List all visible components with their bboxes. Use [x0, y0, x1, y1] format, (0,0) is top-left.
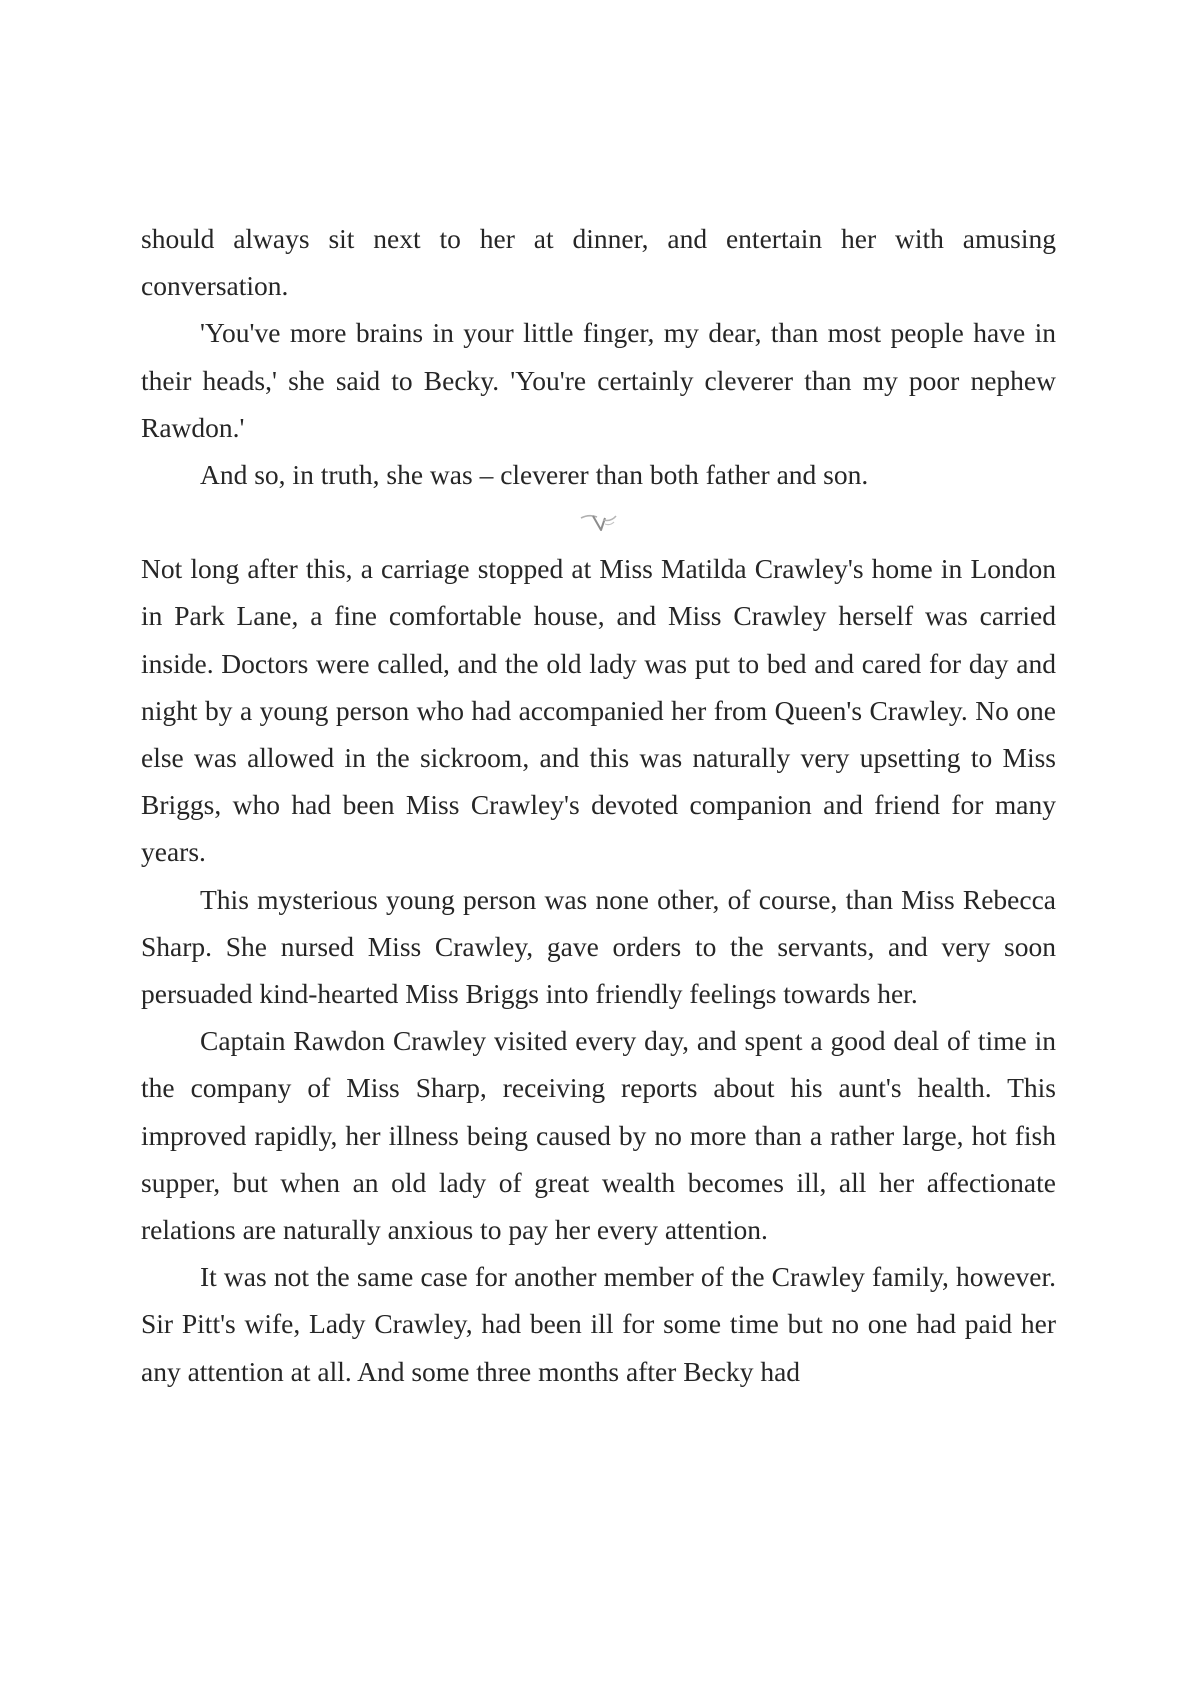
- paragraph: This mysterious young person was none other, of course, than Miss Rebecca Sharp. She nursed Miss Crawley, gave orders to the servants, and very soon persuaded kind-hearted Miss Briggs into friendly feelings towards her.: [141, 883, 1056, 1010]
- paragraph: should always sit next to her at dinner, and entertain her with amusing conversation.: [141, 223, 1056, 302]
- paragraph: Captain Rawdon Crawley visited every day, and spent a good deal of time in the company of Miss Sharp, receiving reports about his aunt's health. This improved rapidly, her illness being caused by no more than a rather large, hot fish supper, but when an old lady of great wealth becomes ill, all her affectionate relations are naturally anxious to pay her every attention.: [141, 1025, 1056, 1246]
- paragraph: Not long after this, a carriage stopped at Miss Matilda Crawley's home in London in Park Lane, a fine comfortable house, and Miss Crawley herself was carried inside. Doctors were called, and the old lady was put to bed and cared for day and night by a young person who had accompanied her from Queen's Crawley. No one else was allowed in the sickroom, and this was naturally very upsetting to Miss Briggs, who had been Miss Crawley's devoted companion and friend for many years.: [141, 553, 1056, 868]
- quill-ornament-icon: [579, 510, 619, 534]
- paragraph: 'You've more brains in your little finger, my dear, than most people have in their heads,' she said to Becky. 'You're certainly cleverer than my poor nephew Rawdon.': [141, 317, 1056, 443]
- section-divider: [141, 498, 1056, 545]
- page-body: [141, 215, 1056, 1395]
- paragraph: And so, in truth, she was – cleverer than both father and son.: [200, 459, 869, 491]
- paragraph: It was not the same case for another member of the Crawley family, however. Sir Pitt's wife, Lady Crawley, had been ill for some time but no one had paid her any attention at all. And some three months after Becky had: [141, 1261, 1056, 1387]
